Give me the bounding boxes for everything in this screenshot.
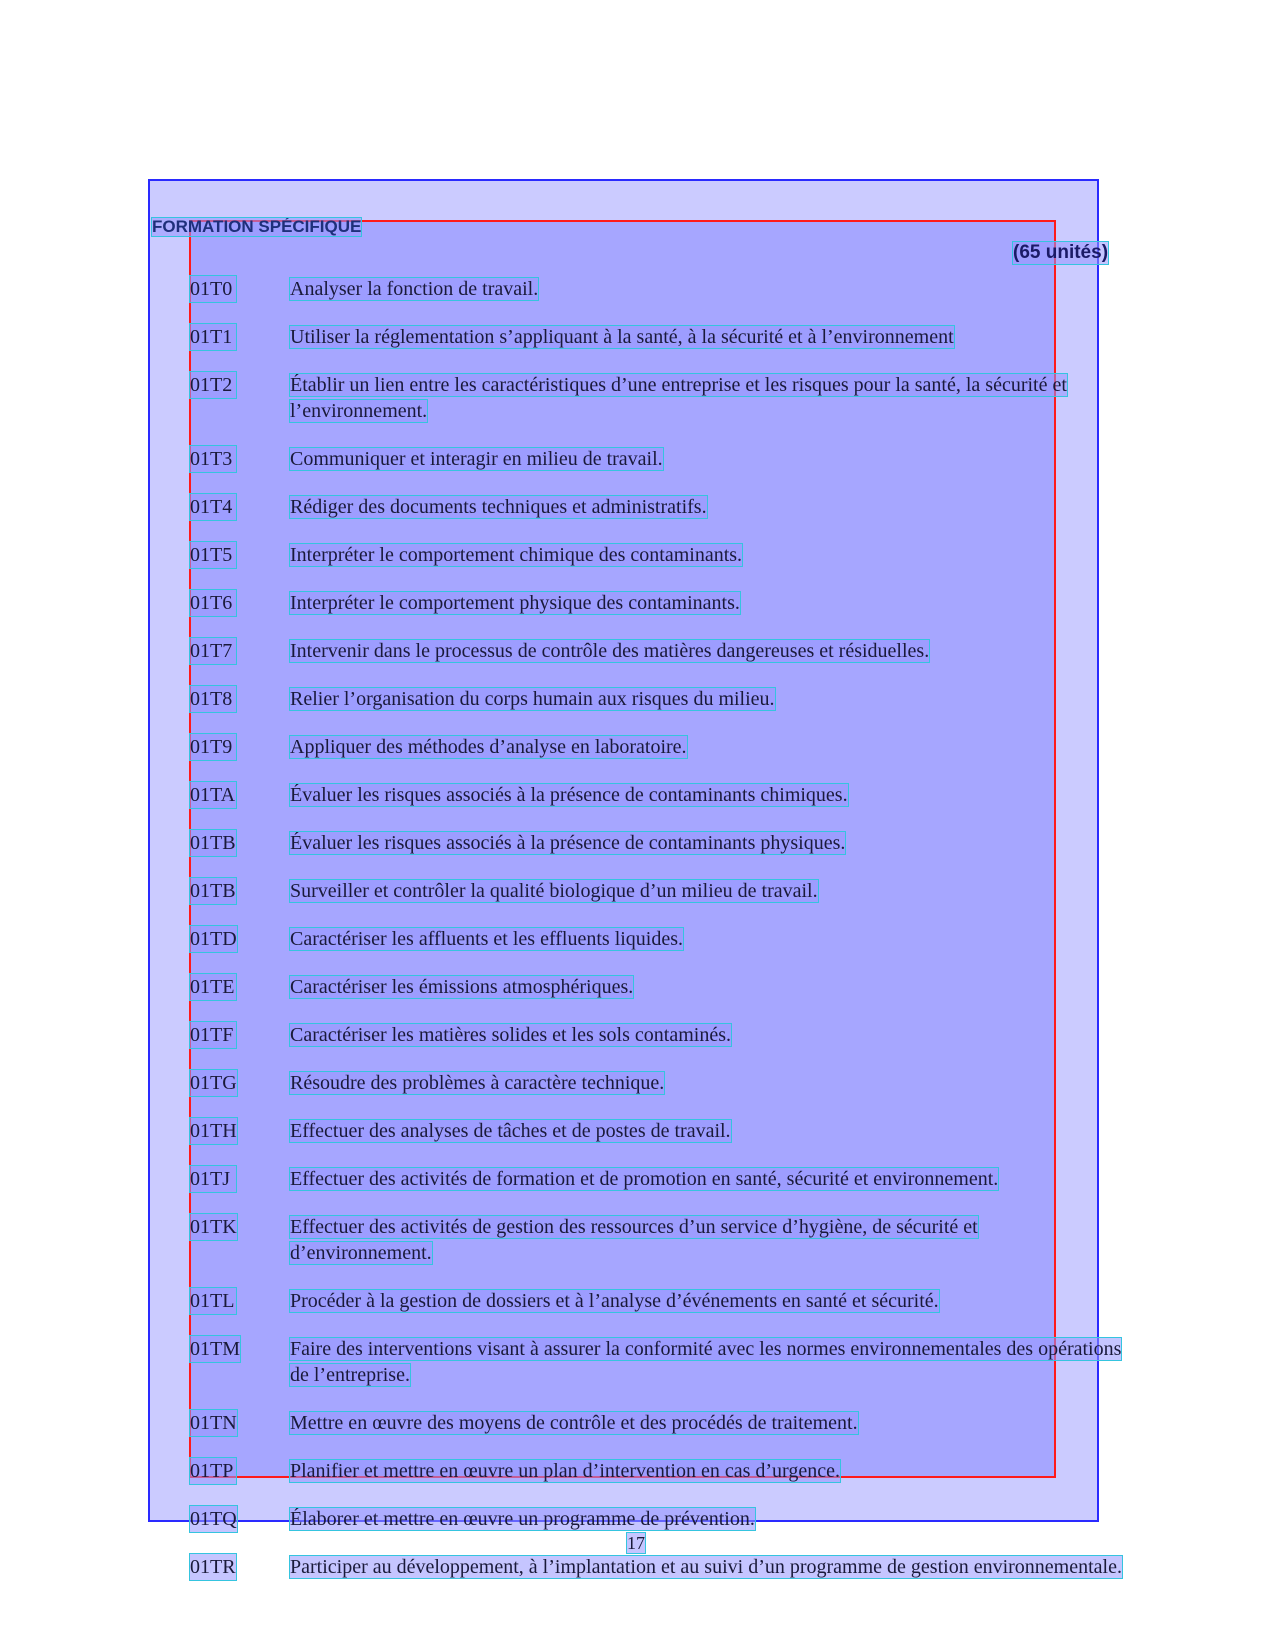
- competency-row: [190, 1458, 1130, 1484]
- competency-title-cell: [290, 324, 1122, 350]
- competency-code-cell: [190, 1458, 290, 1484]
- competency-title-cell: [290, 1336, 1122, 1388]
- competency-code-cell: [190, 1166, 290, 1192]
- competency-title: Planifier et mettre en œuvre un plan d’intervention en cas d’urgence.: [290, 1460, 840, 1482]
- competency-title-cell: [290, 372, 1122, 424]
- competency-code: 01T4: [190, 494, 236, 520]
- competency-row: [190, 1214, 1130, 1266]
- competency-code: 01T0: [190, 276, 236, 302]
- competency-title: Élaborer et mettre en œuvre un programme de prévention.: [290, 1508, 755, 1530]
- competency-row: [190, 1022, 1130, 1048]
- competency-code-cell: [190, 372, 290, 398]
- competency-code-cell: [190, 734, 290, 760]
- competency-row: [190, 1118, 1130, 1144]
- competency-title-cell: [290, 1166, 1122, 1192]
- competency-row: [190, 494, 1130, 520]
- competency-code-cell: [190, 276, 290, 302]
- competency-code: 01TA: [190, 784, 236, 806]
- competency-row: [190, 372, 1130, 424]
- competency-code: 01TJ: [190, 1166, 236, 1192]
- page-number: 17: [627, 1533, 645, 1553]
- competency-row: [190, 830, 1130, 856]
- competency-code: 01TN: [190, 1412, 237, 1434]
- competency-code: 01T7: [190, 638, 236, 664]
- units-label: (65 unités): [1013, 242, 1109, 263]
- competency-title-cell: [290, 782, 1122, 808]
- competency-title-cell: [290, 878, 1122, 904]
- competency-title: Intervenir dans le processus de contrôle des matières dangereuses et résiduelles.: [290, 640, 930, 662]
- competency-row: [190, 590, 1130, 616]
- competency-code: 01TD: [190, 928, 237, 950]
- competency-code: 01T2: [190, 372, 236, 398]
- competency-code: 01T6: [190, 590, 236, 616]
- competency-code-cell: [190, 1554, 290, 1580]
- competency-code: 01TG: [190, 1072, 237, 1094]
- competency-title: Faire des interventions visant à assurer la conformité avec les normes environnementales des opérations de l’entreprise.: [290, 1338, 1122, 1386]
- competency-code-cell: [190, 324, 290, 350]
- competency-title-cell: [290, 926, 1122, 952]
- competency-title-cell: [290, 542, 1122, 568]
- competency-title-cell: [290, 446, 1122, 472]
- competency-row: [190, 276, 1130, 302]
- competency-title-cell: [290, 1410, 1122, 1436]
- competency-code-cell: [190, 590, 290, 616]
- competency-code-cell: [190, 686, 290, 712]
- competency-row: [190, 638, 1130, 664]
- competency-title: Communiquer et interagir en milieu de travail.: [290, 448, 663, 470]
- competency-title-cell: [290, 1458, 1122, 1484]
- competency-title: Interpréter le comportement chimique des contaminants.: [290, 544, 743, 566]
- competency-row: [190, 542, 1130, 568]
- competency-row: [190, 1070, 1130, 1096]
- competency-title: Relier l’organisation du corps humain aux risques du milieu.: [290, 688, 775, 710]
- competency-row: [190, 686, 1130, 712]
- section-title: FORMATION SPÉCIFIQUE: [152, 217, 362, 236]
- competency-code: 01TF: [190, 1022, 236, 1048]
- competency-row: [190, 878, 1130, 904]
- competency-title: Évaluer les risques associés à la présence de contaminants chimiques.: [290, 784, 848, 806]
- competency-code: 01T8: [190, 686, 236, 712]
- competency-title: Établir un lien entre les caractéristiques d’une entreprise et les risques pour la santé, la sécurité et l’environnement.: [290, 374, 1067, 422]
- competency-code: 01TQ: [190, 1508, 237, 1530]
- competency-code-cell: [190, 494, 290, 520]
- competency-code: 01TM: [190, 1338, 240, 1360]
- competency-row: [190, 1506, 1130, 1532]
- competency-code-cell: [190, 446, 290, 472]
- competency-title-cell: [290, 1022, 1122, 1048]
- competency-code: 01T5: [190, 542, 236, 568]
- competency-row: [190, 734, 1130, 760]
- competency-title-cell: [290, 1554, 1122, 1580]
- competency-row: [190, 446, 1130, 472]
- competency-code-cell: [190, 1506, 290, 1532]
- competency-title-cell: [290, 1214, 1122, 1266]
- competency-title: Interpréter le comportement physique des contaminants.: [290, 592, 740, 614]
- competency-code: 01TK: [190, 1216, 237, 1238]
- competency-code-cell: [190, 1070, 290, 1096]
- competency-title: Effectuer des activités de formation et de promotion en santé, sécurité et environnement.: [290, 1168, 999, 1190]
- competency-row: [190, 974, 1130, 1000]
- competency-title-cell: [290, 1288, 1122, 1314]
- competency-title-cell: [290, 276, 1122, 302]
- competency-code: 01TE: [190, 976, 235, 998]
- competency-title-cell: [290, 590, 1122, 616]
- competency-title: Procéder à la gestion de dossiers et à l’analyse d’événements en santé et sécurité.: [290, 1290, 939, 1312]
- competency-title: Résoudre des problèmes à caractère technique.: [290, 1072, 665, 1094]
- competency-row: [190, 782, 1130, 808]
- competency-code: 01T3: [190, 446, 236, 472]
- competency-code-cell: [190, 974, 290, 1000]
- competency-row: [190, 324, 1130, 350]
- competency-title: Surveiller et contrôler la qualité biologique d’un milieu de travail.: [290, 880, 818, 902]
- competency-title-cell: [290, 1118, 1122, 1144]
- competency-list: [190, 276, 1130, 1602]
- competency-row: [190, 926, 1130, 952]
- competency-row: [190, 1410, 1130, 1436]
- competency-row: [190, 1166, 1130, 1192]
- competency-title: Effectuer des analyses de tâches et de postes de travail.: [290, 1120, 731, 1142]
- competency-title: Caractériser les matières solides et les sols contaminés.: [290, 1024, 731, 1046]
- competency-code: 01TB: [190, 832, 236, 854]
- competency-title: Caractériser les affluents et les effluents liquides.: [290, 928, 684, 950]
- competency-row: [190, 1336, 1130, 1388]
- competency-code: 01TP: [190, 1458, 236, 1484]
- competency-code-cell: [190, 878, 290, 904]
- competency-code-cell: [190, 1336, 290, 1362]
- competency-code-cell: [190, 1410, 290, 1436]
- competency-title: Utiliser la réglementation s’appliquant à la santé, à la sécurité et à l’environnement: [290, 326, 954, 348]
- competency-code-cell: [190, 1118, 290, 1144]
- competency-code: 01T9: [190, 734, 236, 760]
- competency-title-cell: [290, 974, 1122, 1000]
- competency-code: 01TB: [190, 880, 236, 902]
- competency-title-cell: [290, 1070, 1122, 1096]
- competency-title: Évaluer les risques associés à la présence de contaminants physiques.: [290, 832, 846, 854]
- competency-title: Caractériser les émissions atmosphériques.: [290, 976, 634, 998]
- competency-code-cell: [190, 1288, 290, 1314]
- competency-code-cell: [190, 782, 290, 808]
- competency-code-cell: [190, 926, 290, 952]
- competency-title: Effectuer des activités de gestion des ressources d’un service d’hygiène, de sécurité et d’environnement.: [290, 1216, 978, 1264]
- competency-title: Mettre en œuvre des moyens de contrôle et des procédés de traitement.: [290, 1412, 858, 1434]
- competency-title-cell: [290, 830, 1122, 856]
- competency-code: 01TL: [190, 1290, 235, 1312]
- competency-row: [190, 1554, 1130, 1580]
- competency-code-cell: [190, 1214, 290, 1240]
- competency-code: 01T1: [190, 324, 236, 350]
- competency-code: 01TR: [190, 1556, 236, 1578]
- competency-row: [190, 1288, 1130, 1314]
- competency-title: Appliquer des méthodes d’analyse en laboratoire.: [290, 736, 687, 758]
- competency-title-cell: [290, 1506, 1122, 1532]
- competency-title: Analyser la fonction de travail.: [290, 278, 539, 300]
- competency-code-cell: [190, 1022, 290, 1048]
- competency-code-cell: [190, 542, 290, 568]
- competency-code-cell: [190, 830, 290, 856]
- competency-title-cell: [290, 638, 1122, 664]
- competency-title: Rédiger des documents techniques et administratifs.: [290, 496, 707, 518]
- competency-code-cell: [190, 638, 290, 664]
- competency-code: 01TH: [190, 1120, 237, 1142]
- competency-title-cell: [290, 494, 1122, 520]
- competency-title: Participer au développement, à l’implantation et au suivi d’un programme de gestion environnementale.: [290, 1556, 1122, 1578]
- competency-title-cell: [290, 686, 1122, 712]
- competency-title-cell: [290, 734, 1122, 760]
